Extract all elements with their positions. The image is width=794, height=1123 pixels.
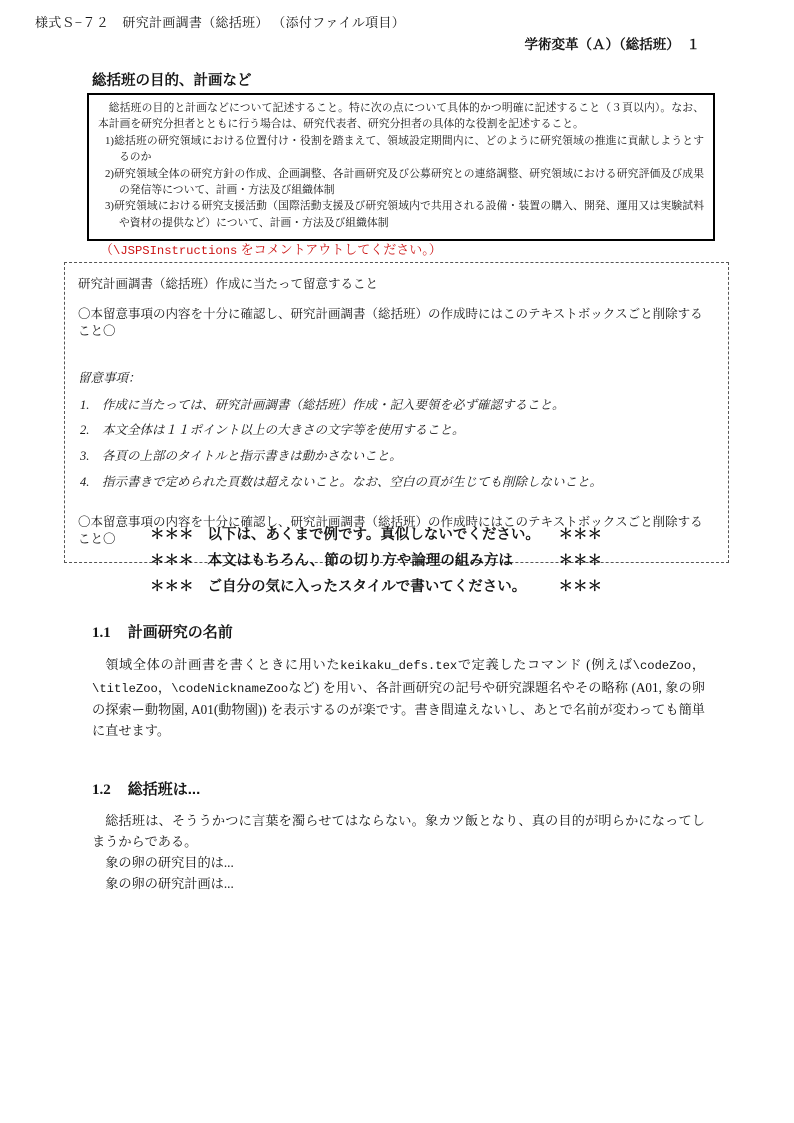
section-number: 1.1 [92, 625, 111, 641]
body-text: ， [691, 657, 706, 672]
disclaimer-text: ご自分の気に入ったスタイルで書いてください。 [207, 579, 527, 596]
body-text: ， [157, 679, 172, 695]
section-1-2-heading [92, 778, 200, 799]
section-1-1-body [92, 654, 705, 741]
instruction-item [98, 198, 704, 231]
notice-item-text: 本文全体は１１ポイント以上の大きさの文字等を使用すること。 [102, 423, 465, 438]
instruction-item-text: 研究領域全体の研究方針の作成、企画調整、各計画研究及び公募研究との連絡調整、研究領域における研究評価及び成果の発信等について、計画・方法及び組織体制 [114, 167, 704, 197]
notice-item-number: 2. [80, 423, 90, 438]
instruction-item-text: 研究領域における研究支援活動（国際活動支援及び研究領域内で共用される設備・装置の購入、開発、運用又は実験試料や資材の提供など）について、計画・方法及び組織体制 [114, 200, 704, 229]
section-title: 総括班は... [127, 781, 201, 798]
disclaimer-text: 本文はもちろん、節の切り方や論理の組み方は [207, 553, 513, 570]
notice-list-label: 留意事項： [78, 370, 141, 385]
instruction-item-number: 1) [105, 134, 114, 147]
form-number-label: 様式Ｓ−７２ 研究計画調書（総括班） （添付ファイル項目） [35, 15, 406, 30]
notice-item [78, 422, 714, 439]
instruction-item [98, 133, 704, 166]
section-1-2-body [92, 810, 705, 895]
body-text: 象の卵の研究計画は... [105, 876, 234, 892]
inline-code: \codeNicknameZoo [171, 681, 289, 696]
stars-right: ＊＊＊ [558, 527, 602, 543]
inline-code: \codeZoo [632, 659, 692, 673]
latex-command: \JSPSInstructions [113, 244, 238, 258]
disclaimer-line [150, 552, 602, 570]
notice-box [64, 262, 729, 563]
instruction-box [87, 93, 715, 241]
body-text: 総括班は、そううかつに言葉を濁らせてはならない。象カツ飯となり、真の目的が明らかになってしまうからである。 [92, 813, 705, 850]
body-text: で定義したコマンド (例えば [457, 657, 633, 672]
section-number: 1.2 [92, 782, 111, 798]
notice-title: 研究計画調書（総括班）作成に当たって留意すること [78, 277, 379, 291]
body-text: 象の卵の研究目的は... [105, 855, 234, 871]
notice-item-text: 指示書きで定められた頁数は超えないこと。なお、空白の頁が生じても削除しないこと。 [102, 475, 603, 490]
stars-left: ＊＊＊ [150, 553, 194, 570]
example-disclaimer [150, 526, 602, 604]
notice-item-text: 作成に当たっては、研究計画調書（総括班）作成・記入要領を必ず確認すること。 [102, 397, 565, 412]
note-prefix: （ [100, 242, 114, 257]
note-suffix: をコメントアウトしてください。） [237, 242, 442, 257]
disclaimer-line [150, 526, 602, 544]
notice-item-number: 1. [80, 397, 90, 412]
instruction-item [98, 166, 704, 199]
notice-item [78, 474, 714, 491]
jsps-comment-note [100, 239, 442, 258]
page-header-label: 学術変革（Ａ）（総括班） １ [524, 37, 700, 52]
notice-warning-top: 〇本留意事項の内容を十分に確認し、研究計画調書（総括班）の作成時にはこのテキストボックスごと削除すること〇 [78, 306, 703, 338]
purpose-section-heading: 総括班の目的、計画など [92, 73, 252, 89]
section-1-1-heading [92, 621, 233, 642]
notice-item-number: 3. [80, 449, 90, 464]
notice-item-text: 各頁の上部のタイトルと指示書きは動かさないこと。 [102, 449, 402, 464]
stars-right: ＊＊＊ [558, 579, 602, 596]
instruction-intro: 総括班の目的と計画などについて記述すること。特に次の点について具体的かつ明確に記述すること（３頁以内）。なお、本計画を研究分担者とともに行う場合は、研究代表者、研究分担者の具体的な役割を記述すること。 [98, 102, 704, 131]
stars-right: ＊＊＊ [558, 553, 602, 570]
stars-left: ＊＊＊ [150, 527, 194, 543]
notice-item [78, 397, 714, 414]
disclaimer-text: 以下は、あくまで例です。真似しないでください。 [207, 527, 540, 543]
body-text: など) を用い、各計画研究の記号や研究課題名やその略称 (A01, 象の卵の探索ー動物園, A01(動物園)) を表示するのが楽です。書き間違えないし、あとで名前が変わっても簡単に直せます。 [92, 679, 705, 739]
section-title: 計画研究の名前 [127, 624, 233, 641]
notice-item [78, 448, 714, 465]
notice-warning-bottom: 〇本留意事項の内容を十分に確認し、研究計画調書（総括班）の作成時にはこのテキストボックスごと削除すること〇 [78, 515, 703, 546]
inline-code: keikaku_defs.tex [340, 659, 458, 673]
notice-item-number: 4. [80, 475, 90, 490]
instruction-item-number: 3) [105, 200, 114, 213]
instruction-item-number: 2) [105, 167, 114, 180]
stars-left: ＊＊＊ [150, 579, 194, 596]
inline-code: \titleZoo [92, 681, 158, 696]
instruction-item-text: 総括班の研究領域における位置付け・役割を踏まえて、領域設定期間内に、どのように研究領域の推進に貢献しようとするのか [114, 134, 704, 164]
disclaimer-line [150, 578, 602, 596]
body-text: 領域全体の計画書を書くときに用いた [105, 657, 341, 672]
